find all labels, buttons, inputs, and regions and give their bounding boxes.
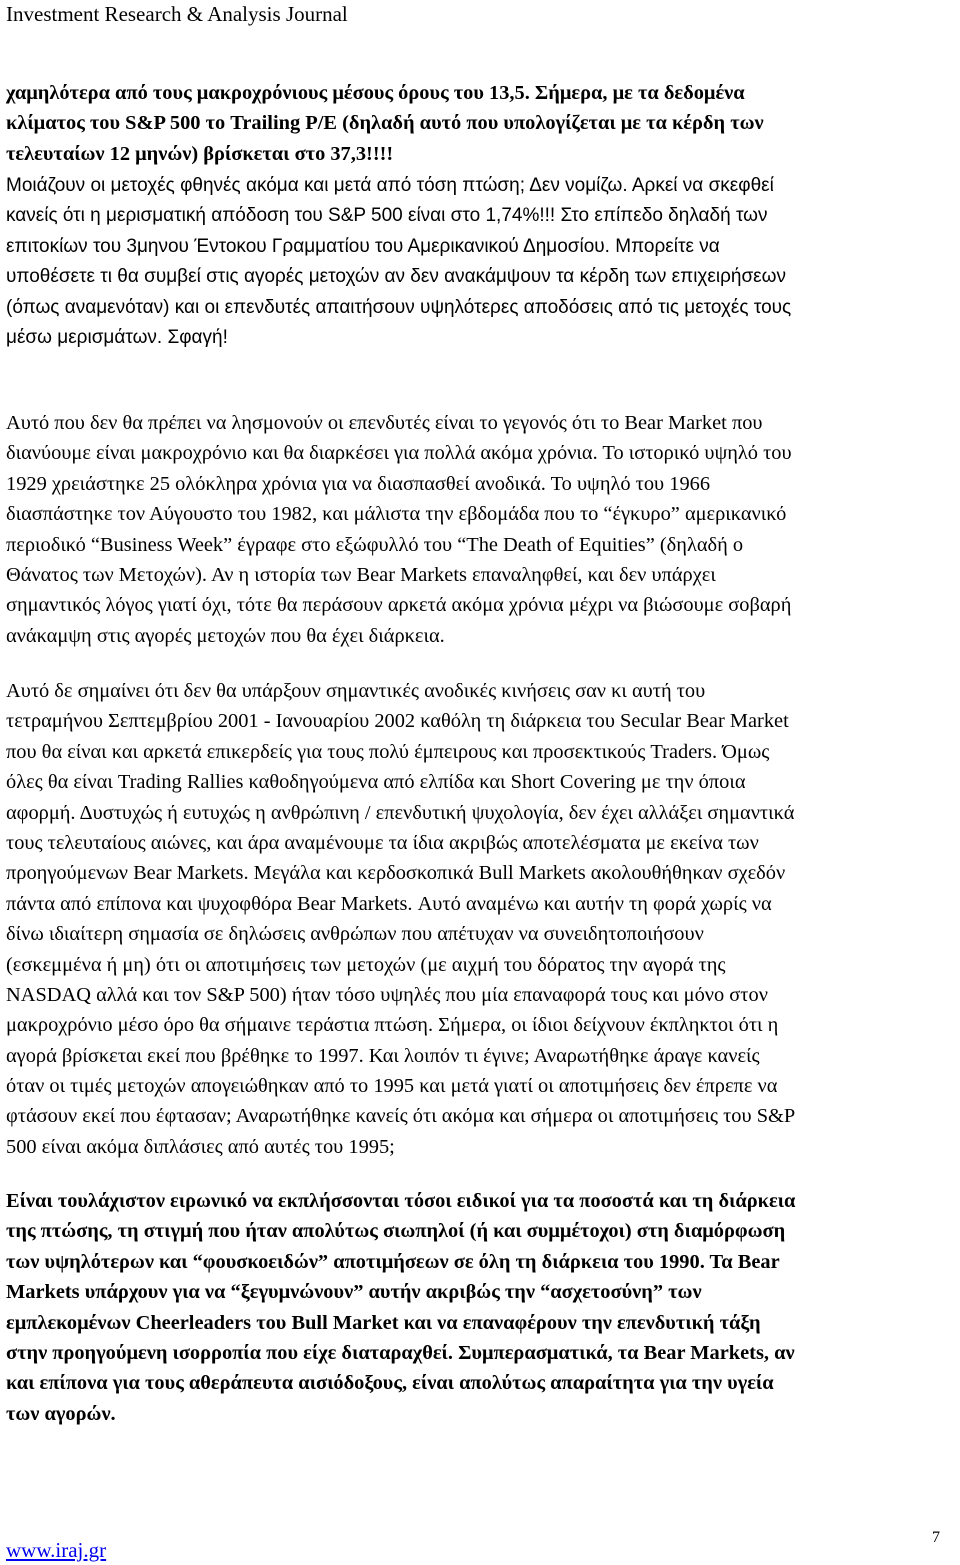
paragraph-line: σημαντικός λόγος γιατί όχι, τότε θα περάσουν αρκετά ακόμα χρόνια μέχρι να βιώσουμε σοβαρή bbox=[6, 594, 792, 617]
paragraph-line: αγορά βρίσκεται εκεί που βρέθηκε το 1997. Και λοιπόν τι έγινε; Αναρωτήθηκε άραγε κανείς bbox=[6, 1044, 760, 1067]
paragraph-line: κανείς ότι η μερισματική απόδοση του S&P 500 είναι στο 1,74%!!! Στο επίπεδο δηλαδή των bbox=[6, 205, 768, 227]
paragraph-line: πάντα από επίπονα και ψυχοφθόρα Bear Markets. Αυτό αναμένω και αυτήν τη φορά χωρίς να bbox=[6, 892, 772, 915]
paragraph-line: μακροχρόνιο μέσο όρο θα σήμαινε τεράστια πτώση. Σήμερα, οι ίδιοι δείχνουν έκπληκτοι ότι η bbox=[6, 1014, 779, 1037]
paragraph-line: κλίματος του S&P 500 το Trailing P/E (δηλαδή αυτό που υπολογίζεται με τα κέρδη των bbox=[6, 112, 764, 135]
paragraph-line: μέσω μερισμάτων. Σφαγή! bbox=[6, 326, 228, 348]
paragraph-line: Είναι τουλάχιστον ειρωνικό να εκπλήσσονται τόσοι ειδικοί για τα ποσοστά και τη διάρκεια bbox=[6, 1190, 796, 1212]
paragraph-1 bbox=[6, 78, 960, 169]
paragraph-5 bbox=[6, 1186, 960, 1429]
paragraph-line: όλες θα είναι Trading Rallies καθοδηγούμενα από ελπίδα και Short Covering με την όποια bbox=[6, 771, 746, 794]
paragraph-line: εμπλεκομένων Cheerleaders του Bull Market και να επαναφέρουν την επενδυτική τάξη bbox=[6, 1311, 761, 1334]
paragraph-line: στην προηγούμενη ισορροπία που είχε διαταραχθεί. Συμπερασματικά, τα Bear Markets, αν bbox=[6, 1341, 795, 1364]
paragraph-line: Αυτό δε σημαίνει ότι δεν θα υπάρξουν σημαντικές ανοδικές κινήσεις σαν κι αυτή του bbox=[6, 680, 706, 702]
paragraph-line: της πτώσης, τη στιγμή που ήταν απολύτως σιωπηλοί (ή και συμμέτοχοι) στη διαμόρφωση bbox=[6, 1220, 786, 1243]
paragraph-line: (όπως αναμενόταν) και οι επενδυτές απαιτήσουν υψηλότερες αποδόσεις από τις μετοχές τους bbox=[6, 296, 792, 318]
paragraph-line: όταν οι τιμές μετοχών απογειώθηκαν από το 1995 και μετά γιατί οι αποτιμήσεις δεν έπρεπε να bbox=[6, 1075, 778, 1098]
website-link[interactable]: www.iraj.gr bbox=[6, 1538, 107, 1562]
paragraph-line: δίνω ιδιαίτερη σημασία σε δηλώσεις ανθρώπων που απέτυχαν να συνειδητοποιήσουν bbox=[6, 923, 704, 946]
paragraph-line: τους τελευταίους αιώνες, και άρα αναμένουμε τα ίδια ακριβώς αποτελέσματα με εκείνα των bbox=[6, 831, 759, 854]
paragraph-line: Αυτό που δεν θα πρέπει να λησμονούν οι επενδυτές είναι το γεγονός ότι το Bear Market που bbox=[6, 412, 763, 434]
paragraph-line: υποθέσετε τι θα συμβεί στις αγορές μετοχών αν δεν ανακάμψουν τα κέρδη των επιχειρήσεων bbox=[6, 266, 786, 288]
paragraph-line: ανάκαμψη στις αγορές μετοχών που θα έχει διάρκεια. bbox=[6, 624, 445, 647]
paragraph-line: φτάσουν εκεί που έφτασαν; Αναρωτήθηκε κανείς ότι ακόμα και σήμερα οι αποτιμήσεις του S&P bbox=[6, 1105, 796, 1128]
paragraph-line: χαμηλότερα από τους μακροχρόνιους μέσους όρους του 13,5. Σήμερα, με τα δεδομένα bbox=[6, 82, 745, 104]
page-number: 7 bbox=[932, 1529, 940, 1546]
paragraph-2 bbox=[6, 171, 960, 353]
paragraph-line: 500 είναι ακόμα διπλάσιες από αυτές του 1995; bbox=[6, 1135, 395, 1158]
paragraph-line: των υψηλότερων και “φουσκοειδών” αποτιμήσεων σε όλη τη διάρκεια του 1990. Τα Bear bbox=[6, 1250, 780, 1273]
paragraph-line: διανύουμε είναι μακροχρόνιο και θα διαρκέσει για πολλά ακόμα χρόνια. Το ιστορικό υψηλό του bbox=[6, 442, 792, 465]
paragraph-line: προηγούμενων Bear Markets. Μεγάλα και κερδοσκοπικά Bull Markets ακολουθήθηκαν σχεδόν bbox=[6, 862, 786, 885]
paragraph-line: τελευταίων 12 μηνών) βρίσκεται στο 37,3!!!! bbox=[6, 142, 394, 165]
paragraph-line: αφορμή. Δυστυχώς ή ευτυχώς η ανθρώπινη / επενδυτική ψυχολογία, δεν έχει αλλάξει σημαντικά bbox=[6, 801, 795, 824]
paragraph-3 bbox=[6, 408, 960, 651]
paragraph-line: περιοδικό “Business Week” έγραφε στο εξώφυλλό του “The Death of Equities” (δηλαδή ο bbox=[6, 533, 744, 556]
paragraph-line: Μοιάζουν οι μετοχές φθηνές ακόμα και μετά από τόση πτώση; Δεν νομίζω. Αρκεί να σκεφθεί bbox=[6, 175, 774, 196]
paragraph-line: 1929 χρειάστηκε 25 ολόκληρα χρόνια για να διασπασθεί ανοδικά. Το υψηλό του 1966 bbox=[6, 472, 711, 495]
paragraph-line: τετραμήνου Σεπτεμβρίου 2001 - Ιανουαρίου 2002 καθόλη τη διάρκεια του Secular Bear Market bbox=[6, 710, 789, 733]
journal-header: Investment Research & Analysis Journal bbox=[6, 2, 348, 26]
paragraph-line: Markets υπάρχουν για να “ξεγυμνώνουν” αυτήν ακριβώς την “ασχετοσύνη” των bbox=[6, 1281, 702, 1304]
paragraph-line: που θα είναι και αρκετά επικερδείς για τους πολύ έμπειρους και προσεκτικούς Traders. Όμως bbox=[6, 740, 770, 763]
paragraph-line: των αγορών. bbox=[6, 1402, 116, 1425]
paragraph-line: Θάνατος των Μετοχών). Αν η ιστορία των Bear Markets επαναληφθεί, και δεν υπάρχει bbox=[6, 563, 716, 586]
paragraph-line: (εσκεμμένα ή μη) ότι οι αποτιμήσεις των μετοχών (με αιχμή του δόρατος την αγορά της bbox=[6, 953, 726, 976]
paragraph-line: διασπάστηκε τον Αύγουστο του 1982, και μάλιστα την εβδομάδα που το “έγκυρο” αμερικανικό bbox=[6, 503, 787, 526]
paragraph-line: NASDAQ αλλά και τον S&P 500) ήταν τόσο υψηλές που μία επαναφορά τους και μόνο στον bbox=[6, 983, 768, 1006]
paragraph-4 bbox=[6, 676, 960, 1162]
paragraph-line: επιτοκίων του 3μηνου Έντοκου Γραμματίου του Αμερικανικού Δημοσίου. Μπορείτε να bbox=[6, 235, 720, 257]
paragraph-line: και επίπονα για τους αθεράπευτα αισιόδοξους, είναι απολύτως απαραίτητα για την υγεία bbox=[6, 1372, 774, 1395]
